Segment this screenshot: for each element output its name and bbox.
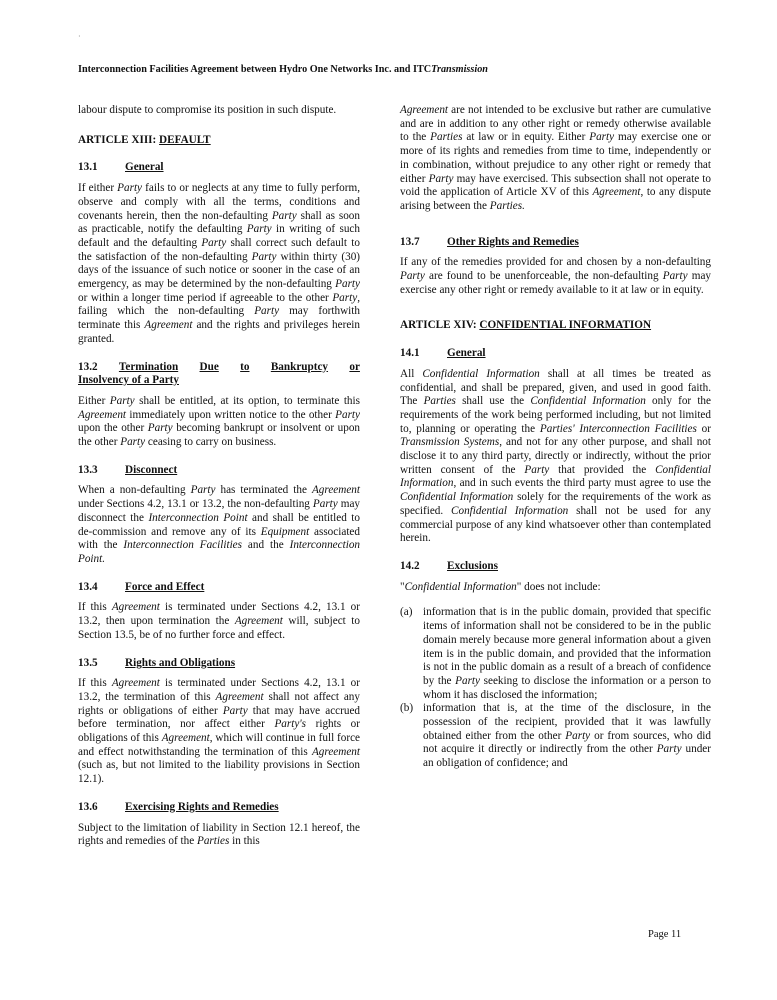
header-prefix: Interconnection Facilities Agreement between Hydro One Networks Inc. and ITC — [78, 64, 432, 75]
article-14-prefix: ARTICLE XIV: — [400, 319, 480, 332]
title-line-2: Insolvency of a Party — [78, 374, 179, 387]
section-number: 13.3 — [78, 463, 98, 476]
list-item-label: (a) — [400, 606, 413, 619]
section-13-4-text: If this Agreement is terminated under Sections 4.2, 13.1 or 13.2, then upon termination the Agreement will, subject to Section 13.5, be of no further force and effect. — [78, 601, 360, 641]
section-13-6-heading — [78, 801, 360, 815]
paragraph-continued: labour dispute to compromise its position in such dispute. — [78, 104, 337, 116]
section-13-4-heading — [78, 581, 360, 595]
section-13-3-heading — [78, 464, 360, 478]
article-14-heading — [400, 319, 711, 333]
section-14-2-heading — [400, 560, 711, 574]
section-13-1-text: If either Party fails to or neglects at any time to fully perform, observe and comply with all the terms, conditions and covenants herein, then the non-defaulting Party shall as soon as practicable, notify the defaulting Party in writing of such default and the defaulting Party shall correct such default to the satisfaction of the non-defaulting Party within thirty (30) days of the issuance of such notice or sooner in the case of an emergency, as may be determined by the non-defaulting Party or within a longer time period if agreeable to the other Party, failing which the non-defaulting Party may forthwith terminate this Agreement and the rights and privileges herein granted. — [78, 182, 361, 345]
section-title: Exercising Rights and Remedies — [125, 800, 279, 813]
page-number: Page 11 — [648, 929, 682, 940]
section-13-2-heading — [78, 361, 360, 388]
section-13-3-text: When a non-defaulting Party has terminated the Agreement under Sections 4.2, 13.1 or 13.2, the non-defaulting Party may disconnect the Interconnection Point and shall be entitled to de-commission and remove any of its Equipment associated with the Interconnection Facilities and the Interconnection Point. — [78, 484, 361, 565]
section-13-7-heading — [400, 236, 711, 250]
section-number: 13.5 — [78, 656, 98, 669]
section-13-2-text: Either Party shall be entitled, at its option, to terminate this Agreement immediately upon written notice to the other Party upon the other Party becoming bankrupt or insolvent or upon the other Party ceasing to carry on business. — [78, 394, 361, 449]
right-column — [400, 104, 711, 771]
section-number: 14.2 — [400, 559, 420, 572]
section-13-6-text: Subject to the limitation of liability in Section 12.1 hereof, the rights and remedies of the Parties in this — [78, 821, 360, 848]
section-title: Disconnect — [125, 463, 178, 476]
header-suffix: Transmission — [431, 64, 488, 75]
section-title: Exclusions — [447, 559, 498, 572]
section-title: General — [125, 161, 164, 174]
article-13-heading — [78, 134, 360, 148]
section-13-1-heading — [78, 161, 360, 175]
section-number: 13.1 — [78, 161, 98, 174]
list-item-label: (b) — [400, 702, 414, 715]
section-number: 14.1 — [400, 347, 420, 360]
exclusions-list — [400, 606, 711, 770]
title-word: or — [349, 360, 360, 373]
list-item-text: information that is in the public domain, provided that specific items of information shall not be considered to be in the public domain merely because more general information about a given item is in the public domain, and provided that the information is not in the public domain as a result of a breach of confidence by the Party seeking to disclose the information or a person to whom it has disclosed the information; — [423, 606, 711, 701]
article-13-prefix: ARTICLE XIII: — [78, 133, 160, 146]
section-number: 13.4 — [78, 580, 98, 593]
title-word: Due — [199, 360, 219, 373]
section-14-1-text: All Confidential Information shall at all times be treated as confidential, and shall be prepared, given, and used in good faith. The Parties shall use the Confidential Information only for the requirements of the work being performed including, but not limited to, planning or operating the Parties' Interconnection Facilities or Transmission Systems, and not for any other purpose, and shall not disclose it to any third party, directly or indirectly, without the prior written consent of the Party that provided the Confidential Information, and in such events the third party must agree to use the Confidential Information solely for the requirements of the work as specified. Confidential Information shall not be used for any commercial purpose of any kind whatsoever other than contemplated herein. — [400, 367, 712, 545]
section-13-7-text: If any of the remedies provided for and chosen by a non-defaulting Party are found to be unenforceable, the non-defaulting Party may exercise any other right or remedy available to it at law or in equity. — [400, 256, 712, 296]
section-number: 13.2 — [78, 360, 98, 373]
running-header — [78, 64, 488, 75]
section-14-1-heading — [400, 347, 711, 361]
title-word: Bankruptcy — [270, 360, 329, 373]
section-title: Other Rights and Remedies — [447, 235, 579, 248]
section-13-6-continued: Agreement are not intended to be exclusive but rather are cumulative and are in addition to any other right or remedy otherwise available to the Parties at law or in equity. Either Party may exercise one or more of its rights and remedies from time to time, independently or in combination, without prejudice to any other right or remedy that either Party may have exercised. This subsection shall not operate to void the application of Article XV of this Agreement, to any dispute arising between the Parties. — [400, 104, 712, 212]
list-item — [400, 702, 711, 771]
article-13-title: DEFAULT — [159, 133, 211, 146]
section-13-5-text: If this Agreement is terminated under Sections 4.2, 13.1 or 13.2, the termination of this Agreement shall not affect any rights or obligations of either Party that may have accrued before termination, nor affect either Party's rights or obligations of this Agreement, which will continue in full force and effect notwithstanding the termination of this Agreement (such as, but not limited to the liability provisions in Section 12.1). — [78, 677, 360, 786]
section-14-2-intro: "Confidential Information" does not include: — [400, 580, 601, 593]
scan-mark: · — [78, 32, 81, 41]
list-item-text: information that is, at the time of the disclosure, in the possession of the recipient, provided that it was lawfully obtained either from the other Party or from sources, who did not acquire it directly or indirectly from the other Party under an obligation of confidence; and — [423, 702, 712, 770]
section-title: Force and Effect — [125, 580, 205, 593]
left-column — [78, 104, 360, 858]
title-word: Termination — [118, 360, 179, 373]
section-title: Rights and Obligations — [125, 656, 236, 669]
list-item — [400, 606, 711, 702]
section-number: 13.7 — [400, 235, 420, 248]
title-word: to — [240, 360, 250, 373]
section-13-5-heading — [78, 657, 360, 671]
section-title: General — [447, 347, 486, 360]
section-number: 13.6 — [78, 800, 98, 813]
article-14-title: CONFIDENTIAL INFORMATION — [479, 319, 652, 332]
